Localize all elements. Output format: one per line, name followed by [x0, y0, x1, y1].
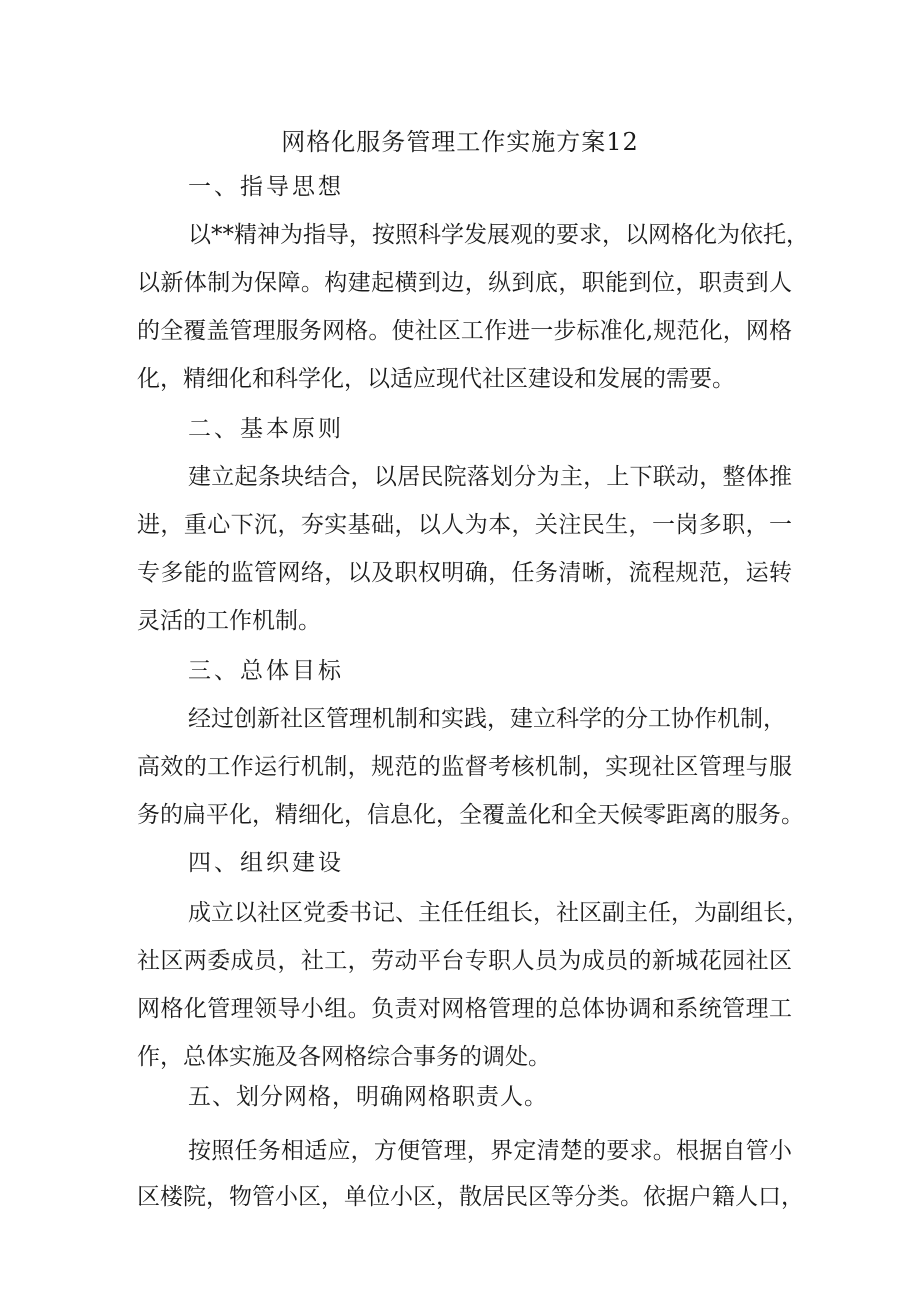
paragraph-line: 化，精细化和科学化，以适应现代社区建设和发展的需要。	[137, 366, 735, 392]
paragraph-line: 以**精神为指导，按照科学发展观的要求，以网格化为依托，	[188, 222, 809, 248]
paragraph-line: 网格化管理领导小组。负责对网格管理的总体协调和系统管理工	[137, 996, 792, 1022]
paragraph-line: 作，总体实施及各网格综合事务的调处。	[137, 1044, 551, 1070]
section-heading-2: 二、基本原则	[188, 416, 344, 442]
section-heading-3: 三、总体目标	[188, 658, 344, 684]
paragraph-line: 按照任务相适应，方便管理，界定清楚的要求。根据自管小	[188, 1138, 792, 1164]
paragraph-line: 高效的工作运行机制，规范的监督考核机制，实现社区管理与服	[137, 754, 792, 780]
paragraph-line: 务的扁平化，精细化，信息化，全覆盖化和全天候零距离的服务。	[137, 802, 804, 828]
document-title: 网格化服务管理工作实施方案12	[281, 128, 639, 156]
paragraph-line: 进，重心下沉，夯实基础，以人为本，关注民生，一岗多职，一	[137, 512, 792, 538]
paragraph-line: 灵活的工作机制。	[137, 608, 321, 634]
paragraph-line: 社区两委成员，社工，劳动平台专职人员为成员的新城花园社区	[137, 948, 792, 974]
paragraph-line: 的全覆盖管理服务网格。使社区工作进一步标准化,规范化，网格	[137, 318, 792, 344]
paragraph-line: 专多能的监管网络，以及职权明确，任务清晰，流程规范，运转	[137, 560, 792, 586]
section-heading-1: 一、指导思想	[188, 174, 344, 200]
section-heading-5: 五、划分网格，明确网格职责人。	[188, 1084, 548, 1110]
paragraph-line: 成立以社区党委书记、主任任组长，社区副主任，为副组长，	[188, 900, 809, 926]
section-heading-4: 四、组织建设	[188, 850, 344, 876]
paragraph-line: 建立起条块结合，以居民院落划分为主，上下联动，整体推	[188, 464, 792, 490]
paragraph-line: 经过创新社区管理机制和实践，建立科学的分工协作机制，	[188, 706, 786, 732]
paragraph-line: 区楼院，物管小区，单位小区，散居民区等分类。依据户籍人口，	[137, 1184, 804, 1210]
paragraph-line: 以新体制为保障。构建起横到边，纵到底，职能到位，职责到人	[137, 270, 792, 296]
